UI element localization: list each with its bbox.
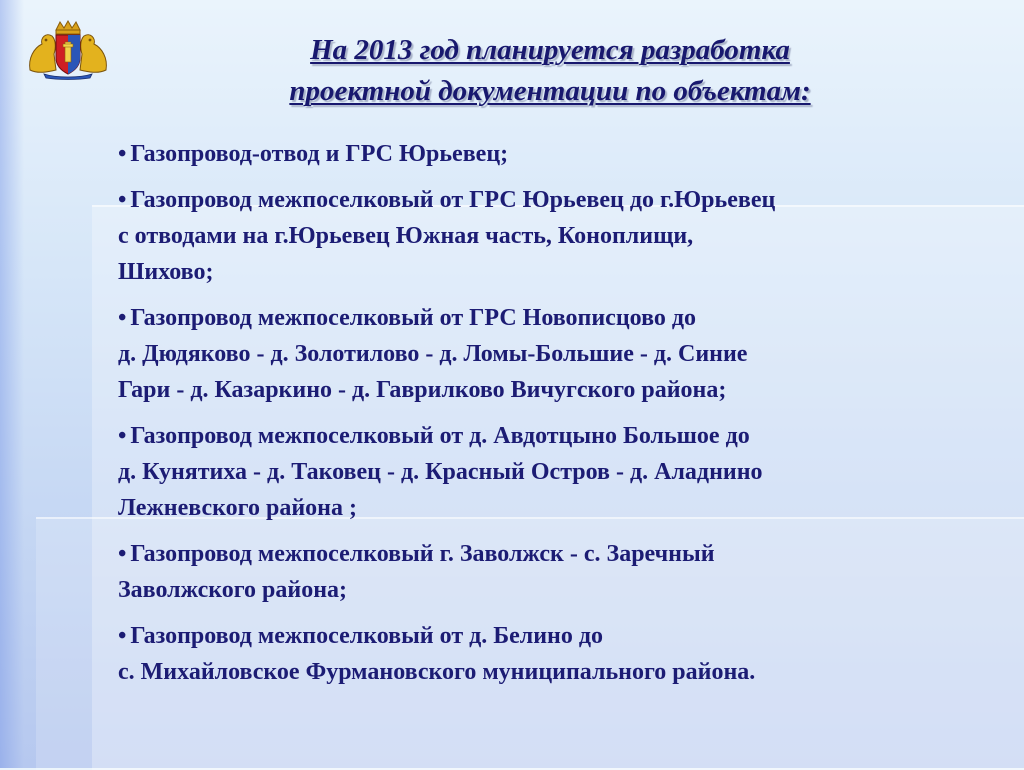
list-item xyxy=(118,300,998,408)
bullet-icon: • xyxy=(118,187,127,213)
list-item-text: Газопровод межпоселковый от ГРС Новописцово до xyxy=(130,305,696,331)
pipeline-list xyxy=(118,136,998,700)
list-item-text: Газопровод межпоселковый от д. Авдотцыно Большое до xyxy=(130,423,750,449)
list-item-text: Заволжского района; xyxy=(118,577,348,603)
list-item-text: Газопровод-отвод и ГРС Юрьевец; xyxy=(130,141,509,167)
bullet-icon: • xyxy=(118,305,127,331)
list-item-line xyxy=(118,618,998,654)
list-item-text: Шихово; xyxy=(118,259,214,285)
list-item-text: с. Михайловское Фурмановского муниципального района. xyxy=(118,659,756,685)
slide-title-line: проектной документации по объектам: xyxy=(289,75,811,107)
slide-title xyxy=(180,30,920,112)
bullet-icon: • xyxy=(118,141,127,167)
list-item-text: Гари - д. Казаркино - д. Гаврилково Вичугского района; xyxy=(118,377,727,403)
list-item xyxy=(118,536,998,608)
list-item-line xyxy=(118,536,998,572)
bullet-icon: • xyxy=(118,541,127,567)
list-item-text: д. Дюдяково - д. Золотилово - д. Ломы-Большие - д. Синие xyxy=(118,341,748,367)
list-item-text: д. Кунятиха - д. Таковец - д. Красный Остров - д. Аладнино xyxy=(118,459,763,485)
list-item-text: Газопровод межпоселковый от ГРС Юрьевец до г.Юрьевец xyxy=(130,187,776,213)
slide-title-line: На 2013 год планируется разработка xyxy=(310,34,790,66)
list-item xyxy=(118,136,998,172)
background-edge-shade xyxy=(0,0,24,768)
bullet-icon: • xyxy=(118,423,127,449)
list-item-text: Лежневского района ; xyxy=(118,495,357,521)
list-item xyxy=(118,418,998,526)
bullet-icon: • xyxy=(118,623,127,649)
list-item xyxy=(118,182,998,290)
list-item-text: с отводами на г.Юрьевец Южная часть, Коноплищи, xyxy=(118,223,694,249)
list-item-line xyxy=(118,136,998,172)
list-item-line xyxy=(118,300,998,336)
list-item-line xyxy=(118,182,998,218)
coat-of-arms-icon xyxy=(26,20,110,80)
list-item-text: Газопровод межпоселковый от д. Белино до xyxy=(130,623,604,649)
list-item xyxy=(118,618,998,690)
list-item-line xyxy=(118,418,998,454)
list-item-text: Газопровод межпоселковый г. Заволжск - с. Заречный xyxy=(130,541,715,567)
